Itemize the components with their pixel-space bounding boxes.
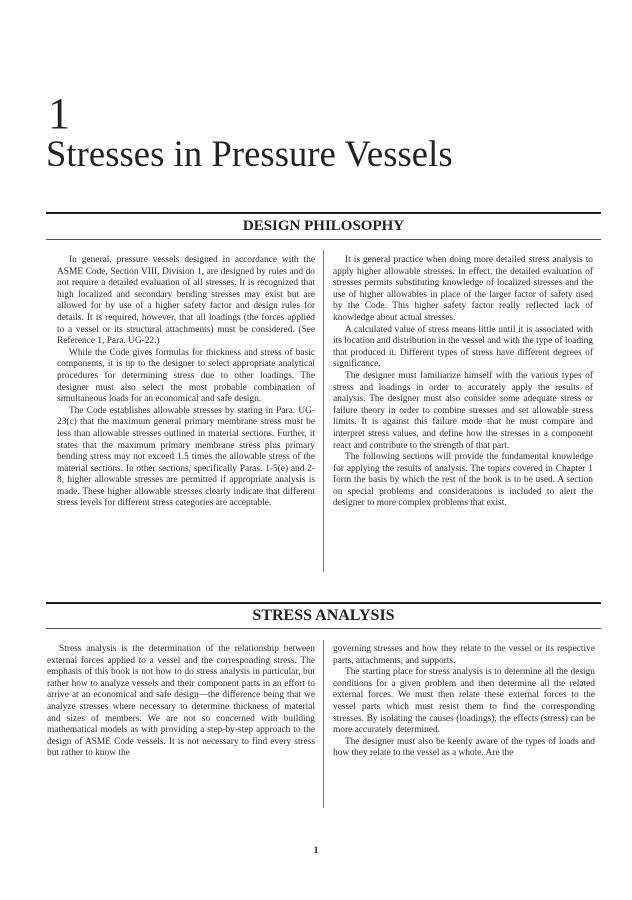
paragraph: A calculated value of stress means little until it is associated with its location and distribution in the vessel and with the type of loading that produced it. Different types of stress have different degrees of significance.	[333, 324, 593, 370]
paragraph: The designer must also be keenly aware of the types of loads and how they relate to the vessel as a whole. Are the	[333, 736, 595, 759]
chapter-title: Stresses in Pressure Vessels	[46, 133, 453, 174]
stress-analysis-right-column	[333, 644, 595, 760]
paragraph: governing stresses and how they relate to the vessel or its respective parts, attachments, and supports.	[333, 644, 595, 666]
column-divider	[323, 640, 324, 808]
section-heading-design-philosophy: DESIGN PHILOSOPHY	[242, 218, 405, 234]
section-heading-stress-analysis: STRESS ANALYSIS	[252, 607, 395, 624]
design-philosophy-right-column	[333, 255, 593, 510]
paragraph: The following sections will provide the fundamental knowledge for applying the results of analysis. The topics covered in Chapter 1 form the basis by which the rest of the book is to be used. A section on special problems and considerations is included to alert the designer to more complex problems that exist.	[333, 452, 593, 509]
stress-analysis-left-column	[47, 644, 315, 760]
paragraph: The starting place for stress analysis is to determine all the design conditions for a given problem and then determine all the related external forces. We must then relate these external forces to the vessel parts which must resist them to find the corresponding stresses. By isolating the causes (loadings), the effects (stress) can be more accurately determined.	[333, 667, 595, 736]
column-divider	[323, 250, 324, 572]
section-rule-top	[46, 212, 601, 214]
paragraph: Stress analysis is the determination of the relationship between external forces applied to a vessel and the corresponding stress. The emphasis of this book is not how to do stress analysis in particular, but rather how to analyze vessels and their component parts in an effort to arrive at an economical and safe design—the difference being that we analyze stresses where necessary to determine thickness of material and sizes of members. We are not so concerned with building mathematical models as with providing a step-by-step approach to the design of ASME Code vessels. It is not necessary to find every stress but rather to know the	[47, 644, 315, 759]
chapter-number: 1	[48, 89, 70, 138]
section-rule-sub	[46, 239, 601, 240]
paragraph: It is general practice when doing more detailed stress analysis to apply higher allowable stresses. In effect, the detailed evaluation of stresses permits substituting knowledge of localized stresses and the use of higher allowables in place of the larger factor of safety used by the Code. This higher safety factor really reflected lack of knowledge about actual stresses.	[333, 255, 593, 323]
section-rule-sub	[46, 628, 601, 629]
page-number: 1	[313, 846, 319, 856]
paragraph: The designer must familiarize himself with the various types of stress and loadings in order to accurately apply the results of analysis. The designer must also consider some adequate stress or failure theory in order to combine stresses and set allowable stress limits. It is against this failure mode that he must compare and interpret stress values, and define how the stresses in a component react and contribute to the strength of that part.	[333, 370, 593, 451]
section-rule-top	[46, 602, 601, 604]
paragraph: While the Code gives formulas for thickness and stress of basic components, it is up to the designer to select appropriate analytical procedures for determining stress due to other loadings. The designer must also select the most probable combination of simultaneous loads for an economical and safe design.	[57, 347, 315, 405]
paragraph: In general, pressure vessels designed in accordance with the ASME Code, Section VIII, Division 1, are designed by rules and do not require a detailed evaluation of all stresses. It is recognized that high localized and secondary bending stresses may exist but are allowed for by use of a higher safety factor and design rules for details. It is required, however, that all loadings (the forces applied to a vessel or its structural attachments) must be considered. (See Reference 1, Para. UG-22.)	[57, 255, 315, 347]
paragraph: The Code establishes allowable stresses by stating in Para. UG-23(c) that the maximum general primary membrane stress must be less than allowable stresses outlined in material sections. Further, it states that the maximum primary membrane stress plus primary bending stress may not exceed 1.5 times the allowable stress of the material sections. In other sections, specifically Paras. 1-5(e) and 2-8, higher allowable stresses are permitted if appropriate analysis is made. These higher allowable stresses clearly indicate that different stress levels for different stress categories are acceptable.	[57, 405, 315, 509]
design-philosophy-left-column	[57, 255, 315, 510]
